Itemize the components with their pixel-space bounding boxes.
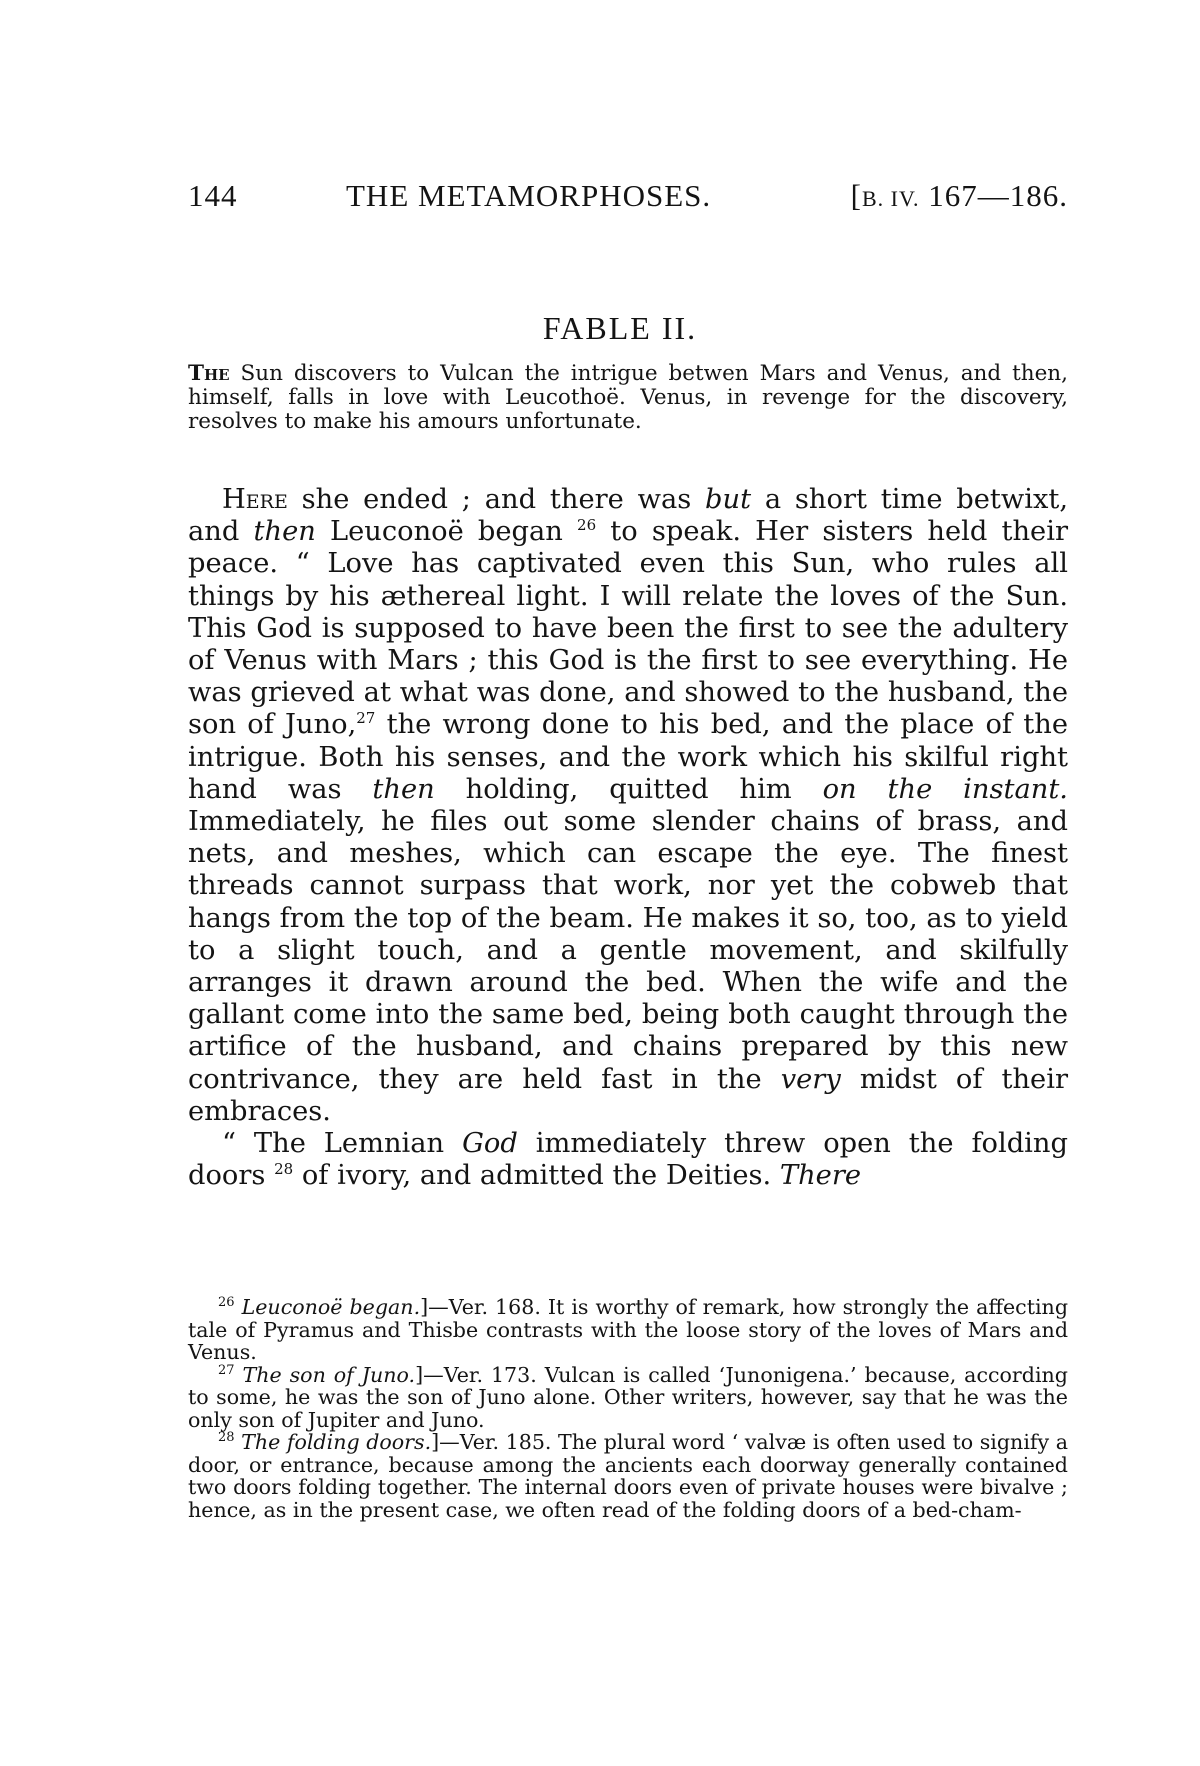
footnotes xyxy=(188,1296,1068,1521)
range-book: B. IV. xyxy=(861,186,920,211)
text-run: “ The Lemnian xyxy=(222,1128,445,1160)
footnote-text: ]—Ver. 185. The plural word ‘ valvæ is often used to signify a door, or entrance, because among the ancients each doorway generally contained two doors folding together. The internal doors even of private houses were bivalve ; hence, as in the present case, we often read of the folding doors of a bed-cham- xyxy=(188,1430,1068,1522)
page-number: 144 xyxy=(188,178,238,213)
footnote-number: 26 xyxy=(218,1295,235,1311)
text-run: she ended ; and there was xyxy=(301,484,692,515)
footnote xyxy=(188,1364,1068,1432)
footnote-reference: Leuconoë began. xyxy=(241,1295,421,1319)
footnote xyxy=(188,1431,1068,1521)
footnote-reference: The folding doors. xyxy=(241,1430,432,1454)
italic-run: but xyxy=(705,484,752,515)
italic-run: There xyxy=(779,1160,862,1192)
paragraph-2 xyxy=(188,1128,1068,1192)
italic-run: then xyxy=(372,773,435,805)
text-run: Immediately, he files out some slender chains of brass, and nets, and meshes, which can escape the eye. The finest threads cannot surpass that work, nor yet the cobweb that hangs from the top of the beam. He makes it so, too, as to yield to a slight touch, and a gentle movement, and skilfully arranges it drawn around the bed. When the wife and the gallant come into the same bed, being both caught through the artifice of the husband, and chains prepared by this new contrivance, they are held fast in the xyxy=(188,806,1068,1095)
italic-run: on the instant. xyxy=(822,773,1068,805)
footnote-number: 28 xyxy=(218,1430,235,1446)
text-run: holding, quitted him xyxy=(465,773,792,805)
running-header xyxy=(188,178,1068,222)
text-run: Leuconoë began xyxy=(329,516,563,548)
text-run: a short time betwixt, and xyxy=(188,484,1068,548)
text-run: to speak. Her sisters held their peace. “ Love has captivated even this Sun, who rules all things by his æthereal light. I will relate the loves of the Sun. This God is supposed to have been the first to see the adultery of Venus with Mars ; this God is the first to see everything. He was grieved at what was done, and showed to the husband, the son of Juno, xyxy=(188,516,1068,741)
body-text xyxy=(188,484,1068,1192)
range-lines: 167—186. xyxy=(928,178,1068,213)
paragraph-1 xyxy=(188,484,1068,1128)
italic-run: very xyxy=(780,1063,841,1095)
text-run: midst of their embraces. xyxy=(188,1063,1068,1127)
text-run: the wrong done to his bed, and the place of the intrigue. Both his senses, and the work which his skilful right hand was xyxy=(188,709,1068,805)
paragraph-lead: Here xyxy=(222,484,288,515)
line-range xyxy=(851,178,1068,214)
footnote-ref-27[interactable]: 27 xyxy=(356,709,376,728)
footnote-reference: The son of Juno. xyxy=(242,1362,416,1387)
footnote-text: ]—Ver. 173. Vulcan is called ‘Junonigena.’ because, according to some, he was the son of Juno alone. Other writers, however, say that he was the only son of Jupiter and Juno. xyxy=(188,1362,1068,1432)
italic-run: then xyxy=(253,516,316,548)
footnote-text: ]—Ver. 168. It is worthy of remark, how strongly the affecting tale of Pyramus and Thisbe contrasts with the loose story of the loves of Mars and Venus. xyxy=(188,1295,1069,1364)
footnote xyxy=(188,1296,1068,1364)
italic-run: God xyxy=(462,1128,518,1160)
range-bracket: [ xyxy=(850,178,862,213)
footnote-number: 27 xyxy=(218,1362,235,1378)
fable-title: FABLE II. xyxy=(542,310,698,346)
argument-text: Sun discovers to Vulcan the intrigue betwen Mars and Venus, and then, himself, falls in love with Leucothoë. Venus, in revenge for the discovery, resolves to make his amours unfortunate. xyxy=(188,361,1068,434)
text-run: of ivory, and admitted the Deities. xyxy=(301,1160,772,1192)
running-title: THE METAMORPHOSES. xyxy=(346,178,712,213)
fable-argument xyxy=(188,362,1068,434)
footnote-ref-28[interactable]: 28 xyxy=(274,1160,294,1179)
argument-lead: The xyxy=(188,361,230,386)
footnote-ref-26[interactable]: 26 xyxy=(577,516,597,535)
text-run: immediately threw open the folding doors xyxy=(188,1128,1068,1192)
